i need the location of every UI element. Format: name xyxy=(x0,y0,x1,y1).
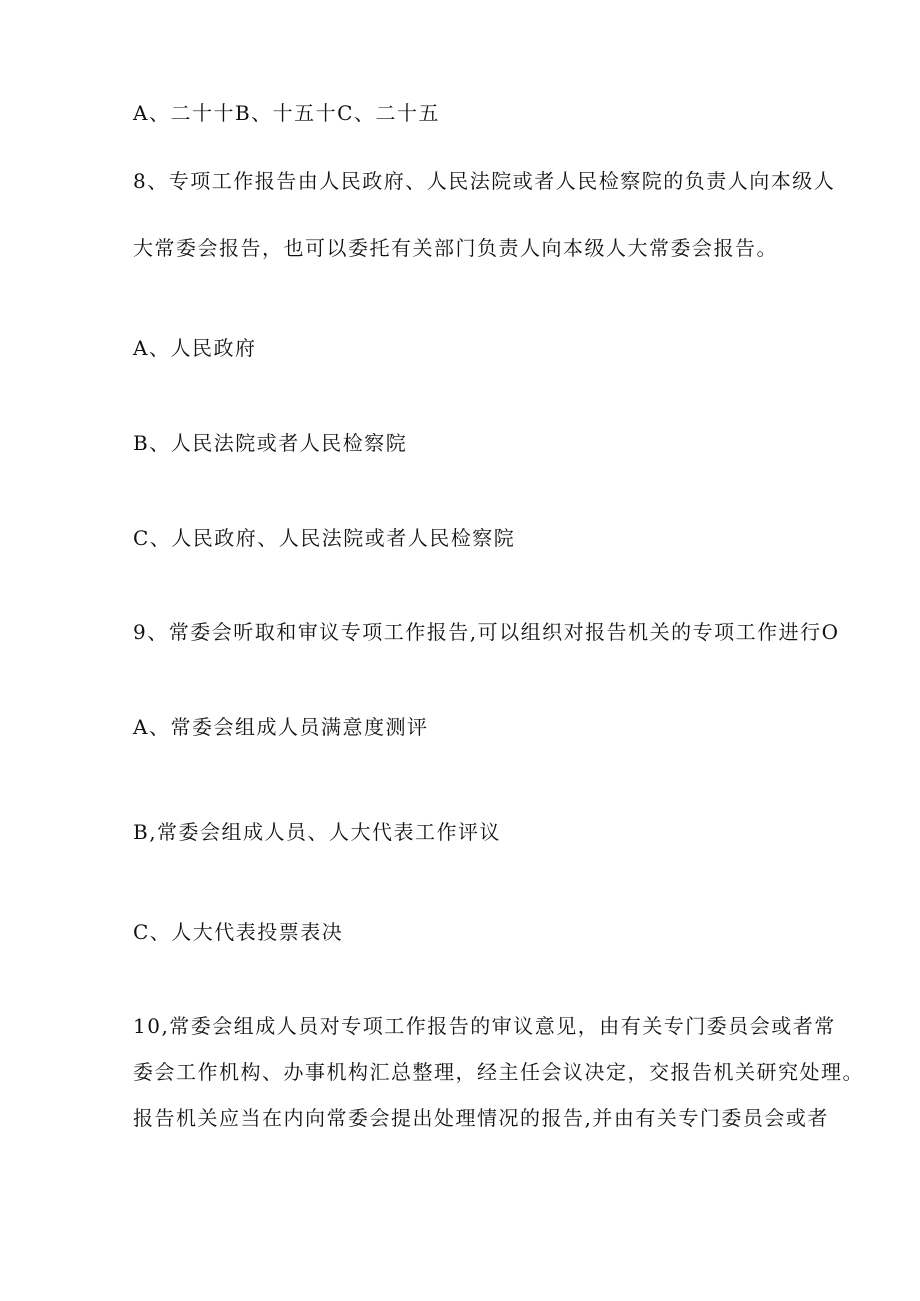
q8-option-c: C、人民政府、人民法院或者人民检察院 xyxy=(133,526,516,550)
q9-question: 9、常委会听取和审议专项工作报告,可以组织对报告机关的专项工作进行O xyxy=(133,620,840,644)
q10-question-line-2: 委会工作机构、办事机构汇总整理，经主任会议决定，交报告机关研究处理。 xyxy=(133,1060,864,1084)
q9-option-b: B,常委会组成人员、人大代表工作评议 xyxy=(133,820,502,844)
q8-option-b: B、人民法院或者人民检察院 xyxy=(133,431,408,455)
q9-option-c: C、人大代表投票表决 xyxy=(133,920,344,944)
q10-question-line-1: 10,常委会组成人员对专项工作报告的审议意见，由有关专门委员会或者常 xyxy=(133,1014,836,1038)
q8-option-a: A、人民政府 xyxy=(133,336,257,360)
q8-question-line-1: 8、专项工作报告由人民政府、人民法院或者人民检察院的负责人向本级人 xyxy=(133,169,836,193)
q9-option-a: A、常委会组成人员满意度测评 xyxy=(133,715,429,739)
q8-question-line-2: 大常委会报告，也可以委托有关部门负责人向本级人大常委会报告。 xyxy=(133,236,778,260)
q7-options-line: A、二十十B、十五十C、二十五 xyxy=(133,101,440,125)
q10-question-line-3: 报告机关应当在内向常委会提出处理情况的报告,并由有关专门委员会或者 xyxy=(133,1106,829,1130)
